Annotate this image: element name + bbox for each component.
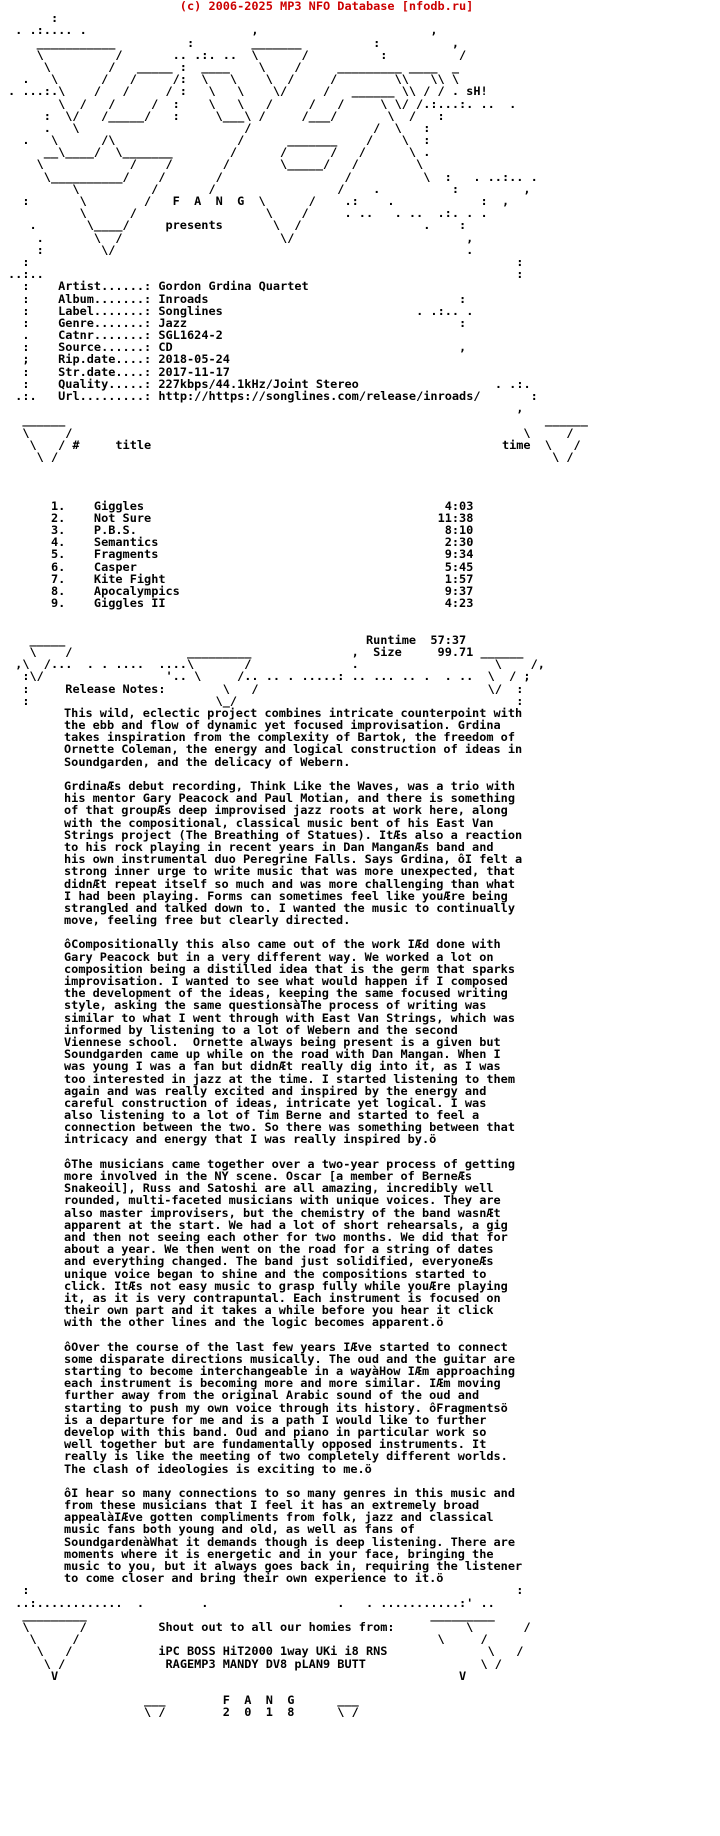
field-quality-key: Quality.....:: [58, 376, 152, 391]
field-album-value: Inroads: [158, 291, 209, 306]
nfo-document: (c) 2006-2025 MP3 NFO Database [nfodb.ru] : . .:.... . , , ___________ : _______ : , \ / .. .:. .. \ / : / \ / _____ : ____ \ / _________ ____ _ . \ / / /: \ \ \ / / \\ \\ \ . ...:.\ / / / : \ \ \/ / ______ \\ / / . sH! \ / / / : \ \ / / / \ \/ /.:...:. .. . : \/ /_____/ : \___\ / /___/ \ / : . \ / / \ : . \ /\ / _______ / \ : __\____/ \_______ / / / / \ . \ / / / \_____/ / \ \__________/ / / / \ : . ..:.. . \ / / / . : , : \ / F A N G \ / .: . : , \ / \ / . .. . .. .:. . . . \____/ presents \ / . : . \ / \/ , : \/ . : : ..:.. : : Artist......: Gordon Grdina Quartet : Album.......: Inroads : : Label.......: Songlines . .:.. . : Genre.......: Jazz : . Catnr.......: SGL1624-2 : Source......: CD , ; Rip.date....: 2018-05-24 : Str.date....: 2017-11-17 : Quality.....: 227kbps/44.1kHz/Joint Stereo . .:. .:. Url.........: http://https://songlines.com/release/inroads/ : , ______ ______ \ / \ / \ / # title time \ / \ / \ / 1. Giggles 4:03 2. Not Sure 11:38 3. P.B.S. 8:10 4. Semantics 2:30 5. Fragments 9:34 6. Casper 5:45 7. Kite Fight 1:57 8. Apocalympics 9:37 9. Giggles II 4:23 _____ Runtime 57:37 \ / _________ , Size 99.71 ______ ,\ /... . . .... ....\ / . \ /, :\/ '.. \ /.. .. . .....: .. ... .. . . .. \ / ; : Release Notes: \ / \/ : : \_/ : This wild, eclectic project combines intricate counterpoint with the ebb and flow of dynamic yet focused improvisation. Grdina takes inspiration from the complexity of Bartok, the freedom of Ornette Coleman, the energy and logical construction of ideas in Soundgarden, and the delicacy of Webern. GrdinaÆs debut recording, Think Like the Waves, was a trio with his mentor Gary Peacock and Paul Motian, and there is something of that groupÆs deep improvised jazz roots at work here, along with the compositional, classical music bent of his East Van Strings project (The Breathing of Statues). ItÆs also a reaction to his rock playing in recent years in Dan ManganÆs band and his own instrumental duo Peregrine Falls. Says Grdina, ôI felt a strong inner urge to write music that was more unexpected, that didnÆt repeat itself so much and was more challenging than what I had been playing. Forms can sometimes feel like youÆre being strangled and talked down to. I wanted the music to continually move, feeling free but clearly directed. ôCompositionally this also came out of the work IÆd done with Gary Peacock but in a very different way. We worked a lot on composition being a distilled idea that is the germ that sparks improvisation. I wanted to see what would happen if I composed the development of the ideas, keeping the same focused writing style, asking the same questionsàThe process of writing was similar to what I went through with East Van Strings, which was informed by listening to a lot of Webern and the second Viennese school. Ornette always being present is a given but Soundgarden came up while on the road with Dan Mangan. When I was young I was a fan but didnÆt really dig into it, as I was too interested in jazz at the time. I started listening to them again and was really excited and inspired by the energy and careful construction of ideas, intricate yet logical. I was also listening to a lot of Tim Berne and started to feel a connection between the two. So there was something between that intricacy and energy that I was really inspired by.ö ôThe musicians came together over a two-year process of getting more involved in the NY scene. Oscar [a member of BerneÆs Snakeoil], Russ and Satoshi are all amazing, incredibly well rounded, multi-faceted musicians with unique voices. They are also master improvisers, but the chemistry of the band wasnÆt apparent at the start. We had a lot of short rehearsals, a gig and then not seeing each other for two months. We did that for about a year. We then went on the road for a string of dates and everything changed. The band just solidified, everyoneÆs unique voice began to shine and the compositions started to click. ItÆs not easy music to grasp fully while youÆre playing it, as it is very contrapuntal. Each instrument is focused on their own part and it takes a while before you hear it click with the other lines and the logic becomes apparent.ö ôOver the course of the last few years IÆve started to connect some disparate directions musically. The oud and the guitar are starting to become interchangeable in a wayàHow IÆm approaching each instrument is becoming more and more similar. IÆm moving further away from the original Arabic sound of the oud and starting to push my own voice through its history. ôFragmentsö is a departure for me and is a path I would like to further develop with this band. Oud and piano in particular work so well together but are fundamentally opposed instruments. It really is like the meeting of two completely different worlds. The clash of ideologies is exciting to me.ö ôI hear so many connections to so many genres in this music and from these musicians that I feel it has an extremely broad appealàIÆve gotten compliments from folk, jazz and classical music fans both young and old, as well as fans of SoundgardenàWhat it demands though is deep listening. There are moments where it is energetic and in your face, bringing the music to you, but it always goes back in, requiring the listener to come closer and bring their own experience to it.ö : : ..:............ . . . . ...........:' .. _________ _________ \ / Shout out to all our homies from: \ / \ / \ / \ / iPC BOSS HiT2000 1way UKi i8 RNS \ / \ / RAGEMP3 MANDY DV8 pLAN9 BUTT \ / V V ___ F A N G ___ \ / 2 0 1 8 \ /: [8, 0, 588, 1720]
track-time: 9:34: [444, 547, 474, 562]
track-time: 11:38: [437, 510, 474, 525]
field-label-key: Label.......:: [58, 303, 152, 318]
field-strdate-value: 2017-11-17: [158, 364, 230, 379]
track-num: 2.: [50, 510, 66, 525]
track-num: 9.: [50, 596, 66, 611]
track-title: Apocalympics: [93, 584, 180, 598]
size-value: 99.71: [437, 644, 474, 659]
field-source-key: Source......:: [58, 340, 152, 355]
track-title: Not Sure: [93, 510, 152, 525]
field-url-value: http://https://songlines.com/release/inroads/: [158, 389, 481, 403]
track-num: 1.: [50, 498, 66, 513]
track-title: Casper: [93, 559, 137, 574]
field-label-value: Songlines: [158, 303, 223, 318]
track-time: 4:03: [444, 498, 474, 513]
nfodb-header: (c) 2006-2025 MP3 NFO Database [nfodb.ru]: [8, 0, 474, 13]
footer-fang: F A N G: [222, 1693, 295, 1708]
field-album-key: Album.......:: [58, 291, 152, 306]
field-url-key: Url.........:: [58, 389, 152, 403]
runtime-value: 57:37: [430, 632, 467, 647]
track-num: 6.: [50, 559, 66, 574]
track-num: 5.: [50, 547, 66, 562]
track-time: 9:37: [444, 584, 474, 598]
field-catnr-value: SGL1624-2: [158, 328, 223, 343]
greetings-line1: iPC BOSS HiT2000 1way UKi i8 RNS: [158, 1644, 388, 1659]
track-time: 1:57: [444, 571, 474, 586]
greetings-line2: RAGEMP3 MANDY DV8 pLAN9 BUTT: [165, 1656, 366, 1671]
track-title: P.B.S.: [93, 523, 137, 538]
track-title: Giggles: [93, 498, 145, 513]
track-time: 2:30: [444, 535, 474, 550]
release-notes-text: This wild, eclectic project combines intricate counterpoint with the ebb and flow of dynamic yet focused improvisation. Grdina takes inspiration from the complexity of Bartok, the freedom of Ornette Coleman, the energy and logical construction of ideas in Soundgarden, and the delicacy of Webern. GrdinaÆs debut recording, Think Like the Waves, was a trio with his mentor Gary Peacock and Paul Motian, and there is something of that groupÆs deep improvised jazz roots at work here, along with the compositional, classical music bent of his East Van Strings project (The Breathing of Statues). ItÆs also a reaction to his rock playing in recent years in Dan ManganÆs band and his own instrumental duo Peregrine Falls. Says Grdina, ôI felt a strong inner urge to write music that was more unexpected, that didnÆt repeat itself so much and was more challenging than what I had been playing. Forms can sometimes feel like youÆre being strangled and talked down to. I wanted the music to continually move, feeling free but clearly directed. ôCompositionally this also came out of the work IÆd done with Gary Peacock but in a very different way. We worked a lot on composition being a distilled idea that is the germ that sparks improvisation. I wanted to see what would happen if I composed the development of the ideas, keeping the same focused writing style, asking the same questionsàThe process of writing was similar to what I went through with East Van Strings, which was informed by listening to a lot of Webern and the second Viennese school. Ornette always being present is a given but Soundgarden came up while on the road with Dan Mangan. When I was young I was a fan but didnÆt really dig into it, as I was too interested in jazz at the time. I started listening to them again and was really excited and inspired by the energy and careful construction of ideas, intricate yet logical. I was also listening to a lot of Tim Berne and started to feel a connection between the two. So there was something between that intricacy and energy that I was really inspired by.ö ôThe musicians came together over a two-year process of getting more involved in the NY scene. Oscar [a member of BerneÆs Snakeoil], Russ and Satoshi are all amazing, incredibly well rounded, multi-faceted musicians with unique voices. They are also master improvisers, but the chemistry of the band wasnÆt apparent at the start. We had a lot of short rehearsals, a gig and then not seeing each other for two months. We did that for about a year. We then went on the road for a string of dates and everything changed. The band just solidified, everyoneÆs unique voice began to shine and the compositions started to click. ItÆs not easy music to grasp fully while youÆre playing it, as it is very contrapuntal. Each instrument is focused on their own part and it takes a while before you hear it click with the other lines and the logic becomes apparent.ö ôOver the course of the last few years IÆve started to connect some disparate directions musically. The oud and the guitar are starting to become interchangeable in a wayàHow IÆm approaching each instrument is becoming more and more similar. IÆm moving further away from the original Arabic sound of the oud and starting to push my own voice through its history. ôFragmentsö is a departure for me and is a path I would like to further develop with this band. Oud and piano in particular work so well together but are fundamentally opposed instruments. It really is like the meeting of two completely different worlds. The clash of ideologies is exciting to me.ö ôI hear so many connections to so many genres in this music and from these musicians that I feel it has an extremely broad appealàIÆve gotten compliments from folk, jazz and classical music fans both young and old, as well as fans of SoundgardenàWhat it demands though is deep listening. There are moments where it is energetic and in your face, bringing the music to you, but it always goes back in, requiring the listener to come closer and bring their own experience to it.ö: [64, 705, 523, 1586]
field-ripdate-value: 2018-05-24: [158, 352, 230, 367]
field-strdate-key: Str.date....:: [58, 364, 152, 379]
field-source-value: CD: [158, 340, 173, 355]
field-genre-value: Jazz: [158, 315, 188, 330]
track-time: 5:45: [444, 559, 474, 574]
greetings-title: Shout out to all our homies from:: [158, 1619, 395, 1634]
track-time: 4:23: [444, 596, 474, 611]
tracklist-header: ______ ______ \ / \ / \ / # title time \ / \ / \ /: [22, 413, 588, 464]
track-num: 7.: [50, 571, 66, 586]
track-num: 4.: [50, 535, 66, 550]
footer-year: 2 0 1 8: [222, 1705, 295, 1720]
track-num: 3.: [50, 523, 66, 538]
field-genre-key: Genre.......:: [58, 315, 152, 330]
field-artist-key: Artist......:: [58, 279, 152, 294]
field-catnr-key: Catnr.......:: [58, 328, 152, 343]
field-ripdate-key: Rip.date....:: [58, 352, 152, 367]
track-title: Kite Fight: [93, 571, 166, 586]
field-quality-value: 227kbps/44.1kHz/Joint Stereo: [158, 376, 359, 391]
track-title: Giggles II: [93, 596, 166, 611]
track-time: 8:10: [444, 523, 474, 538]
track-title: Semantics: [93, 535, 159, 550]
track-num: 8.: [50, 584, 66, 598]
fang-logo-art: : . .:.... . , , ___________ : _______ : , \ / .. .:. .. \ / : / \ / _____ : ____ \ / _________ ____ _ . \ / / /: \ \ \ / / \\ \\ \ . ...:.\ / / / : \ \ \/ / ______ \\ / / . sH! \ / / / : \ \ / / / \ \/ /.:...:. .. . : \/ /_____/ : \___\ / /___/ \ / : . \ / / \ : . \ /\ / _______ / \ : __\____/ \_______ / / / / \ . \ / / / \_____/ / \ \__________/ / / / \ : . ..:.. . \ / / / . : , : \ / F A N G \ / .: . : , \ / \ / . .. . .. .:. . . . \____/ presents \ / . : . \ / \/ , : \/ .: [8, 11, 538, 257]
track-title: Fragments: [93, 547, 159, 562]
field-artist-value: Gordon Grdina Quartet: [158, 279, 309, 294]
runtime-label: Runtime: [365, 632, 417, 647]
release-notes-title: Release Notes:: [65, 681, 166, 696]
size-label: Size: [373, 644, 402, 659]
